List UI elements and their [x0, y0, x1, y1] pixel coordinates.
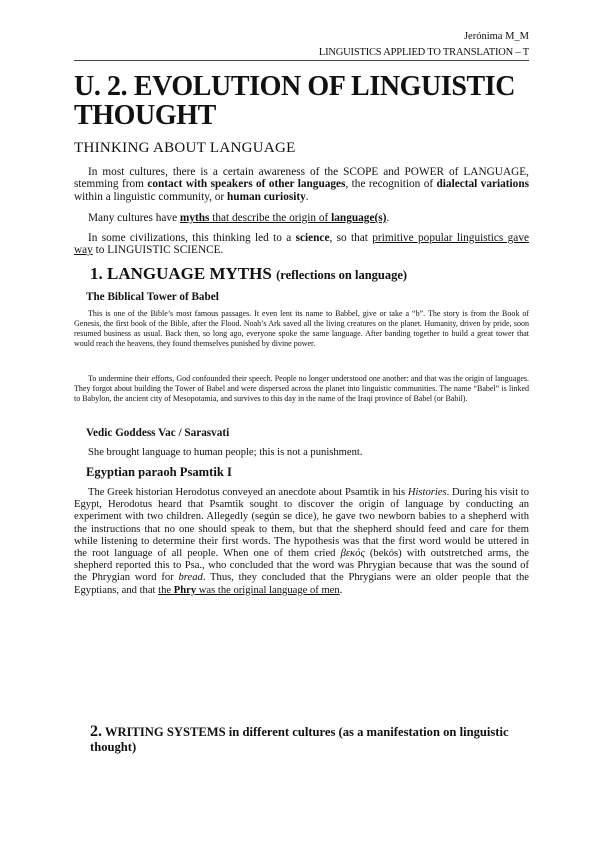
page-title: U. 2. EVOLUTION OF LINGUISTIC THOUGHT: [74, 71, 516, 131]
vedic-text: She brought language to human people; this is not a punishment.: [88, 447, 363, 458]
section-1-heading: 1. LANGUAGE MYTHS (reflections on language): [90, 264, 408, 283]
section-2-heading: 2. WRITING SYSTEMS in different cultures (as a manifestation on linguistic thought): [90, 723, 509, 754]
header-author: Jerónima M_M: [463, 31, 529, 42]
intro-paragraph-3: In some civilizations, this thinking led to a science, so that primitive popular linguistics gave way to LINGUISTIC SCIENCE.: [74, 232, 529, 257]
page-subtitle: THINKING ABOUT LANGUAGE: [74, 140, 296, 156]
header-course: LINGUISTICS APPLIED TO TRANSLATION – T: [318, 47, 529, 58]
intro-paragraph-1: In most cultures, there is a certain awareness of the SCOPE and POWER of LANGUAGE, stemming from contact with speakers of other languages, the recognition of dialectal variations within a linguistic community, or human curiosity.: [74, 166, 530, 203]
babel-heading: The Biblical Tower of Babel: [86, 291, 219, 303]
intro-paragraph-2: Many cultures have myths that describe the origin of language(s).: [88, 212, 390, 224]
babel-paragraph-2: To undermine their efforts, God confounded their speech. People no longer understood one another: and that was the origin of languages. They forgot about building the Tower of Babel and were dispersed across the planet into linguistic communities. The name “Babel” is linked to Babylon, the ancient city of Mesopotamia, and survives to this day in the name of the Iraqi province of Babel (or Babil).: [74, 374, 529, 403]
header-rule: [74, 60, 529, 61]
egypt-heading: Egyptian paraoh Psamtik I: [86, 465, 232, 479]
babel-paragraph-1: This is one of the Bible’s most famous passages. It even lent its name to Babbel, give or take a “b”. The story is from the Book of Genesis, the first book of the Bible, after the Flood. Noah’s Ark saved all the living creatures on the planet. Humanity, driven by pride, soon resumed business as usual. Back then, so long ago, everyone spoke the same language. After banding together to build a great tower that would reach the heavens, they found themselves punished by divine power.: [74, 309, 529, 348]
egypt-paragraph: The Greek historian Herodotus conveyed an anecdote about Psamtik in his Histories. During his visit to Egypt, Herodotus heard that Psamtik sought to discover the origin of language by conducting an experiment with two children. Allegedly (según se dice), he gave two newborn babies to a shepherd with the instructions that no one should speak to them, but that the shepherd should feed and care for them while listening to determine their first words. The hypothesis was that the first word would be uttered in the root language of all people. When one of them cried βεκός (bekós) with outstretched arms, the shepherd reported this to Psa., who concluded that the word was Phrygian because that was the sound of the Phrygian word for bread. Thus, they concluded that the Phrygians were an older people that the Egyptians, and that the Phry was the original language of men.: [74, 487, 529, 596]
vedic-heading: Vedic Goddess Vac / Sarasvati: [86, 427, 230, 439]
